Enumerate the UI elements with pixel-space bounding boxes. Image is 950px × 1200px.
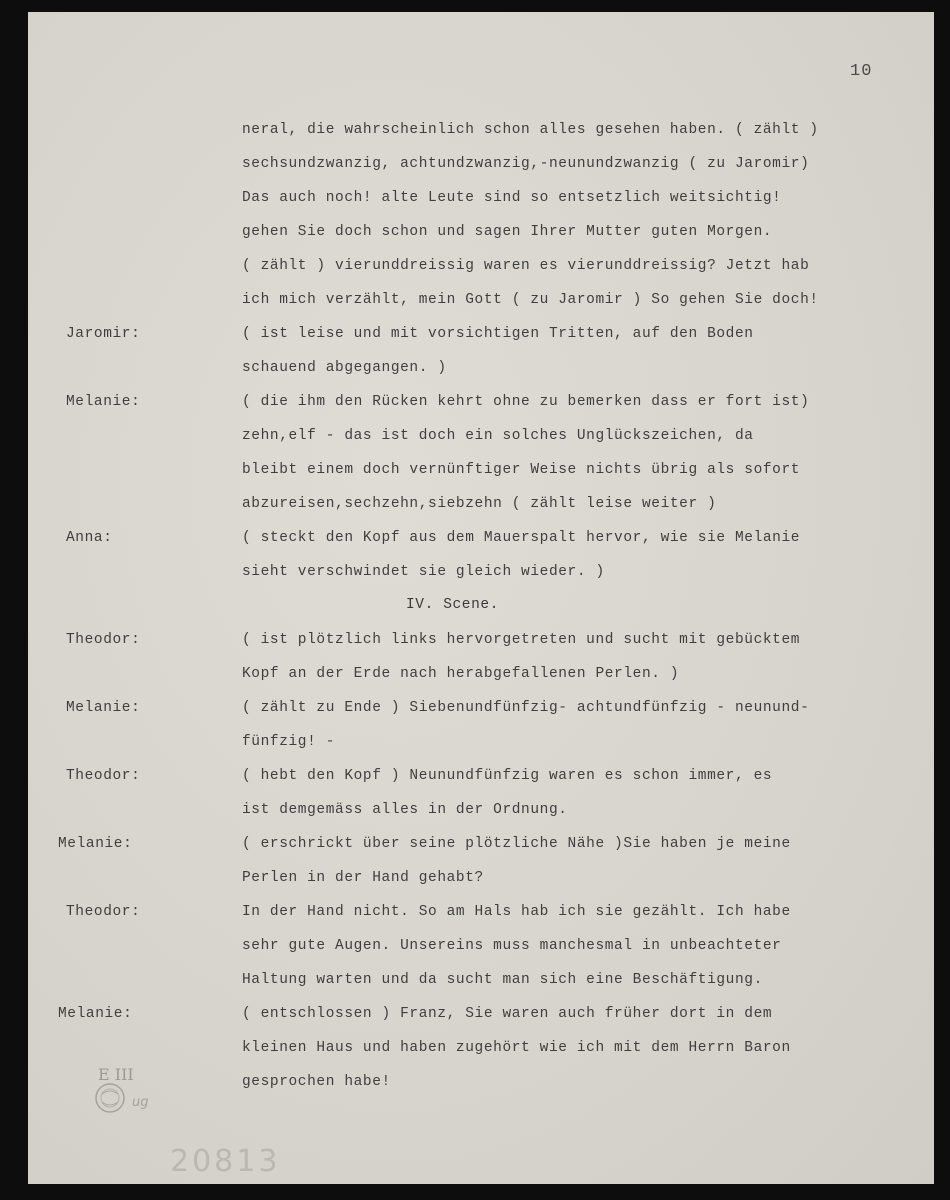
speaker-label: Theodor:	[66, 904, 141, 920]
text-line: ( ist leise und mit vorsichtigen Tritten, auf den Boden	[242, 326, 754, 342]
text-line: sehr gute Augen. Unsereins muss manchesmal in unbeachteter	[242, 938, 782, 954]
text-line: kleinen Haus und haben zugehört wie ich mit dem Herrn Baron	[242, 1040, 791, 1056]
text-line: abzureisen,sechzehn,siebzehn ( zählt leise weiter )	[242, 496, 717, 512]
speaker-label: Theodor:	[66, 632, 141, 648]
speaker-label: Melanie:	[66, 700, 141, 716]
text-line: sechsundzwanzig, achtundzwanzig,-neunundzwanzig ( zu Jaromir)	[242, 156, 810, 172]
text-line: ( die ihm den Rücken kehrt ohne zu bemerken dass er fort ist)	[242, 394, 810, 410]
text-line: schauend abgegangen. )	[242, 360, 447, 376]
text-line: Haltung warten und da sucht man sich eine Beschäftigung.	[242, 972, 763, 988]
archive-number: 20813	[170, 1144, 281, 1179]
speaker-label: Melanie:	[58, 1006, 133, 1022]
text-line: fünfzig! -	[242, 734, 336, 750]
text-line: ist demgemäss alles in der Ordnung.	[242, 802, 568, 818]
text-line: Kopf an der Erde nach herabgefallenen Perlen. )	[242, 666, 680, 682]
speaker-label: Jaromir:	[66, 326, 141, 342]
speaker-label: Anna:	[66, 530, 113, 546]
stamp-text: E III	[98, 1065, 134, 1084]
archive-stamp-icon	[88, 1058, 178, 1128]
text-line: Das auch noch! alte Leute sind so entsetzlich weitsichtig!	[242, 190, 782, 206]
text-line: ( erschrickt über seine plötzliche Nähe )Sie haben je meine	[242, 836, 791, 852]
text-line: neral, die wahrscheinlich schon alles gesehen haben. ( zählt )	[242, 122, 819, 138]
text-line: In der Hand nicht. So am Hals hab ich sie gezählt. Ich habe	[242, 904, 791, 920]
text-line: gehen Sie doch schon und sagen Ihrer Mutter guten Morgen.	[242, 224, 773, 240]
text-line: ich mich verzählt, mein Gott ( zu Jaromir ) So gehen Sie doch!	[242, 292, 819, 308]
text-line: ( entschlossen ) Franz, Sie waren auch früher dort in dem	[242, 1006, 773, 1022]
text-line: ( hebt den Kopf ) Neunundfünfzig waren es schon immer, es	[242, 768, 773, 784]
text-line: Perlen in der Hand gehabt?	[242, 870, 484, 886]
document-page	[28, 12, 934, 1184]
scene-heading: IV. Scene.	[406, 597, 500, 613]
text-line: bleibt einem doch vernünftiger Weise nichts übrig als sofort	[242, 462, 801, 478]
speaker-label: Theodor:	[66, 768, 141, 784]
text-line: zehn,elf - das ist doch ein solches Unglückszeichen, da	[242, 428, 754, 444]
text-line: ( zählt zu Ende ) Siebenundfünfzig- achtundfünfzig - neunund-	[242, 700, 810, 716]
speaker-label: Melanie:	[66, 394, 141, 410]
text-line: sieht verschwindet sie gleich wieder. )	[242, 564, 605, 580]
speaker-label: Melanie:	[58, 836, 133, 852]
text-line: ( zählt ) vierunddreissig waren es vierunddreissig? Jetzt hab	[242, 258, 810, 274]
page-number: 10	[850, 62, 873, 81]
text-line: ( steckt den Kopf aus dem Mauerspalt hervor, wie sie Melanie	[242, 530, 801, 546]
svg-text:ug: ug	[132, 1095, 149, 1110]
text-line: ( ist plötzlich links hervorgetreten und sucht mit gebücktem	[242, 632, 801, 648]
text-line: gesprochen habe!	[242, 1074, 391, 1090]
